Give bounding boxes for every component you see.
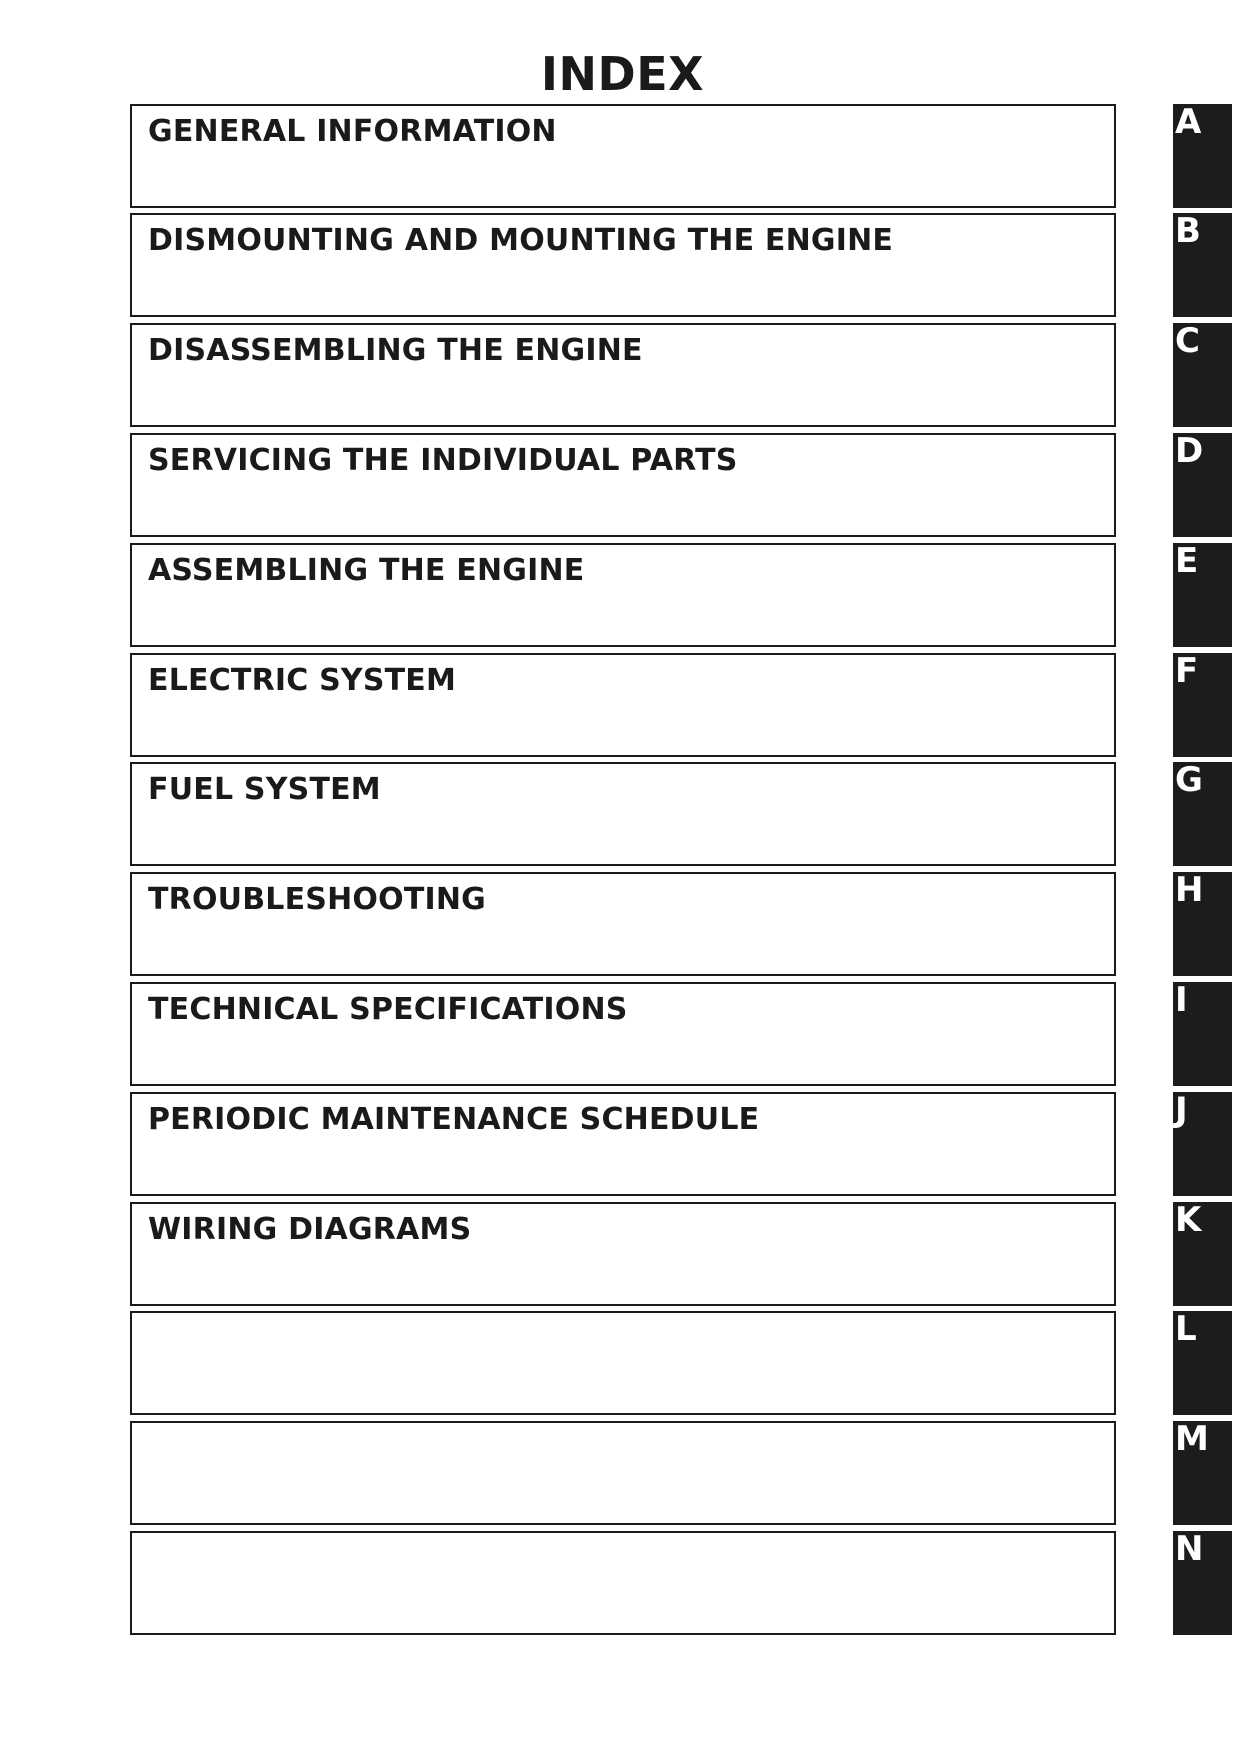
tab-letter: M [1175, 1419, 1209, 1459]
section-label: ASSEMBLING THE ENGINE [148, 553, 585, 588]
thumb-tab-h[interactable] [1173, 872, 1232, 976]
thumb-tab-c[interactable] [1173, 323, 1232, 427]
section-label: PERIODIC MAINTENANCE SCHEDULE [148, 1102, 760, 1137]
tab-letter: F [1175, 651, 1199, 691]
index-section-c[interactable] [0, 323, 1240, 427]
section-label: GENERAL INFORMATION [148, 114, 557, 149]
tab-letter: B [1175, 211, 1201, 251]
thumb-tab-e[interactable] [1173, 543, 1232, 647]
tab-letter: H [1175, 870, 1204, 910]
tab-letter: K [1175, 1200, 1202, 1240]
index-section-m[interactable] [0, 1421, 1240, 1525]
section-box [130, 762, 1116, 866]
thumb-tab-l[interactable] [1173, 1311, 1232, 1415]
tab-letter: E [1175, 541, 1199, 581]
section-box [130, 213, 1116, 317]
section-label: SERVICING THE INDIVIDUAL PARTS [148, 443, 738, 478]
index-section-h[interactable] [0, 872, 1240, 976]
section-label: ELECTRIC SYSTEM [148, 663, 457, 698]
index-section-l[interactable] [0, 1311, 1240, 1415]
index-section-i[interactable] [0, 982, 1240, 1086]
index-section-f[interactable] [0, 653, 1240, 757]
thumb-tab-g[interactable] [1173, 762, 1232, 866]
section-box [130, 653, 1116, 757]
index-section-n[interactable] [0, 1531, 1240, 1635]
section-label: WIRING DIAGRAMS [148, 1212, 472, 1247]
section-box [130, 323, 1116, 427]
section-label: DISMOUNTING AND MOUNTING THE ENGINE [148, 223, 894, 258]
section-box [130, 543, 1116, 647]
index-section-d[interactable] [0, 433, 1240, 537]
tab-letter: A [1175, 102, 1202, 142]
index-section-a[interactable] [0, 104, 1240, 208]
tab-letter: L [1175, 1309, 1197, 1349]
index-section-e[interactable] [0, 543, 1240, 647]
thumb-tab-b[interactable] [1173, 213, 1232, 317]
section-box [130, 1092, 1116, 1196]
section-label: FUEL SYSTEM [148, 772, 381, 807]
page-title: INDEX [540, 47, 705, 101]
section-box [130, 433, 1116, 537]
section-box [130, 1531, 1116, 1635]
thumb-tab-i[interactable] [1173, 982, 1232, 1086]
tab-letter: N [1175, 1529, 1204, 1569]
section-box [130, 982, 1116, 1086]
thumb-tab-k[interactable] [1173, 1202, 1232, 1306]
thumb-tab-n[interactable] [1173, 1531, 1232, 1635]
thumb-tab-a[interactable] [1173, 104, 1232, 208]
section-label: TROUBLESHOOTING [148, 882, 486, 917]
tab-letter: I [1175, 980, 1188, 1020]
section-box [130, 104, 1116, 208]
thumb-tab-m[interactable] [1173, 1421, 1232, 1525]
section-box [130, 1311, 1116, 1415]
section-box [130, 872, 1116, 976]
section-box [130, 1421, 1116, 1525]
index-section-b[interactable] [0, 213, 1240, 317]
section-label: DISASSEMBLING THE ENGINE [148, 333, 643, 368]
tab-letter: J [1175, 1090, 1188, 1130]
thumb-tab-f[interactable] [1173, 653, 1232, 757]
index-section-k[interactable] [0, 1202, 1240, 1306]
tab-letter: G [1175, 760, 1203, 800]
thumb-tab-d[interactable] [1173, 433, 1232, 537]
section-box [130, 1202, 1116, 1306]
index-section-j[interactable] [0, 1092, 1240, 1196]
section-label: TECHNICAL SPECIFICATIONS [148, 992, 628, 1027]
tab-letter: D [1175, 431, 1204, 471]
thumb-tab-j[interactable] [1173, 1092, 1232, 1196]
tab-letter: C [1175, 321, 1200, 361]
index-section-g[interactable] [0, 762, 1240, 866]
